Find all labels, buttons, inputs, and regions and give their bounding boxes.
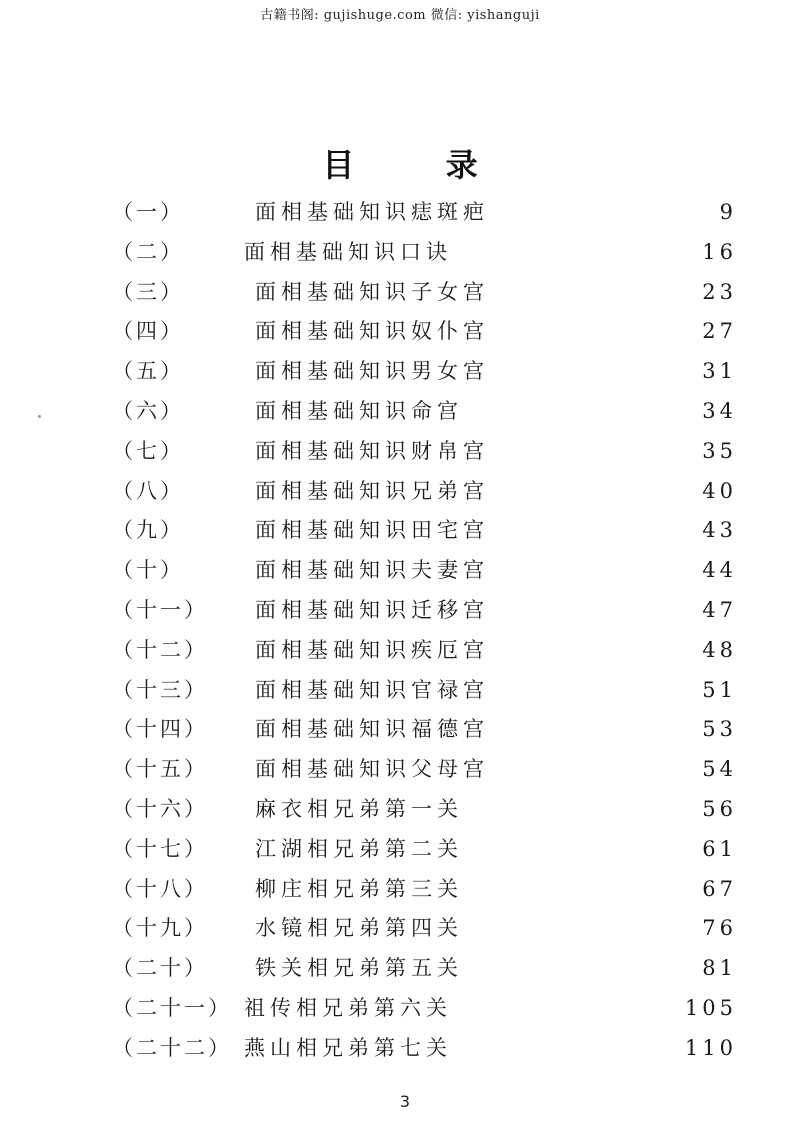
toc-number: （十二） [112, 637, 208, 662]
toc-row [112, 472, 737, 512]
toc-page: 34 [702, 398, 737, 423]
toc-row [112, 432, 737, 472]
toc-title: 面相基础知识官禄宫 [255, 677, 489, 702]
toc-page: 31 [702, 359, 737, 384]
toc-number: （二十） [112, 956, 208, 981]
toc-number: （十七） [112, 836, 208, 861]
toc-page: 110 [684, 1035, 737, 1060]
toc-row [112, 193, 737, 233]
toc-title: 面相基础知识命宫 [255, 398, 463, 423]
toc-number: （十八） [112, 876, 208, 901]
toc-number: （十九） [112, 916, 208, 941]
toc-row [112, 631, 737, 671]
toc-row [112, 949, 737, 989]
toc-page: 51 [702, 677, 737, 702]
toc-page: 105 [684, 995, 737, 1020]
toc-title: 江湖相兄弟第二关 [255, 836, 463, 861]
toc-title: 面相基础知识财帛宫 [255, 438, 489, 463]
toc-number: （三） [112, 279, 184, 304]
toc-page: 44 [702, 558, 737, 583]
toc-title: 麻衣相兄弟第一关 [255, 796, 463, 821]
toc-title: 铁关相兄弟第五关 [255, 956, 463, 981]
toc-page: 76 [702, 916, 737, 941]
toc-title: 面相基础知识口诀 [244, 239, 452, 264]
toc-page: 54 [702, 757, 737, 782]
toc-title: 面相基础知识福德宫 [255, 717, 489, 742]
toc-number: （二十二） [112, 1035, 232, 1060]
toc-number: （十三） [112, 677, 208, 702]
toc-title: 面相基础知识夫妻宫 [255, 558, 489, 583]
toc-row [112, 909, 737, 949]
toc-page: 61 [702, 836, 737, 861]
toc-row [112, 312, 737, 352]
toc-title: 祖传相兄弟第六关 [244, 995, 452, 1020]
toc-row [112, 710, 737, 750]
toc-number: （五） [112, 359, 184, 384]
toc-row [112, 352, 737, 392]
toc-title: 面相基础知识兄弟宫 [255, 478, 489, 503]
toc-title: 柳庄相兄弟第三关 [255, 876, 463, 901]
toc-title: 面相基础知识男女宫 [255, 359, 489, 384]
toc-row [112, 870, 737, 910]
toc-row [112, 233, 737, 273]
toc-number: （十五） [112, 757, 208, 782]
toc-page: 43 [702, 518, 737, 543]
toc-page: 56 [702, 796, 737, 821]
toc-row [112, 1029, 737, 1069]
toc-row [112, 750, 737, 790]
toc-page: 9 [719, 200, 737, 224]
toc-row [112, 790, 737, 830]
toc-title: 面相基础知识痣斑疤 [255, 200, 489, 224]
toc-page: 67 [702, 876, 737, 901]
toc-title: 面相基础知识疾厄宫 [255, 637, 489, 662]
toc-page: 81 [702, 956, 737, 981]
toc-row [112, 511, 737, 551]
toc-title: 面相基础知识父母宫 [255, 757, 489, 782]
toc-row [112, 671, 737, 711]
toc-page: 16 [702, 239, 737, 264]
toc-page: 40 [702, 478, 737, 503]
toc-title: 面相基础知识迁移宫 [255, 597, 489, 622]
toc-number: （八） [112, 478, 184, 503]
toc-page: 23 [702, 279, 737, 304]
toc-row [112, 591, 737, 631]
page-title: 目 录 [322, 146, 518, 184]
toc-number: （七） [112, 438, 184, 463]
page-number: 3 [399, 1092, 411, 1111]
toc-number: （十一） [112, 597, 208, 622]
toc-page: 48 [702, 637, 737, 662]
toc-title: 面相基础知识子女宫 [255, 279, 489, 304]
toc-page: 53 [702, 717, 737, 742]
toc-number: （十） [112, 558, 184, 583]
scan-speck [38, 415, 41, 418]
toc-page: 35 [702, 438, 737, 463]
toc-row [112, 551, 737, 591]
toc-page: 47 [702, 597, 737, 622]
table-of-contents [112, 193, 737, 1069]
toc-number: （二） [112, 239, 184, 264]
toc-row [112, 830, 737, 870]
toc-title: 面相基础知识田宅宫 [255, 518, 489, 543]
watermark-text: 古籍书阁: gujishuge.com 微信: yishanguji [260, 8, 540, 23]
toc-title: 燕山相兄弟第七关 [244, 1035, 452, 1060]
toc-number: （二十一） [112, 995, 232, 1020]
toc-page: 27 [702, 319, 737, 344]
toc-row [112, 392, 737, 432]
toc-number: （十四） [112, 717, 208, 742]
toc-number: （四） [112, 319, 184, 344]
toc-row [112, 273, 737, 313]
toc-title: 水镜相兄弟第四关 [255, 916, 463, 941]
toc-number: （六） [112, 398, 184, 423]
toc-title: 面相基础知识奴仆宫 [255, 319, 489, 344]
toc-number: （九） [112, 518, 184, 543]
toc-number: （一） [112, 200, 184, 224]
toc-row [112, 989, 737, 1029]
toc-number: （十六） [112, 796, 208, 821]
